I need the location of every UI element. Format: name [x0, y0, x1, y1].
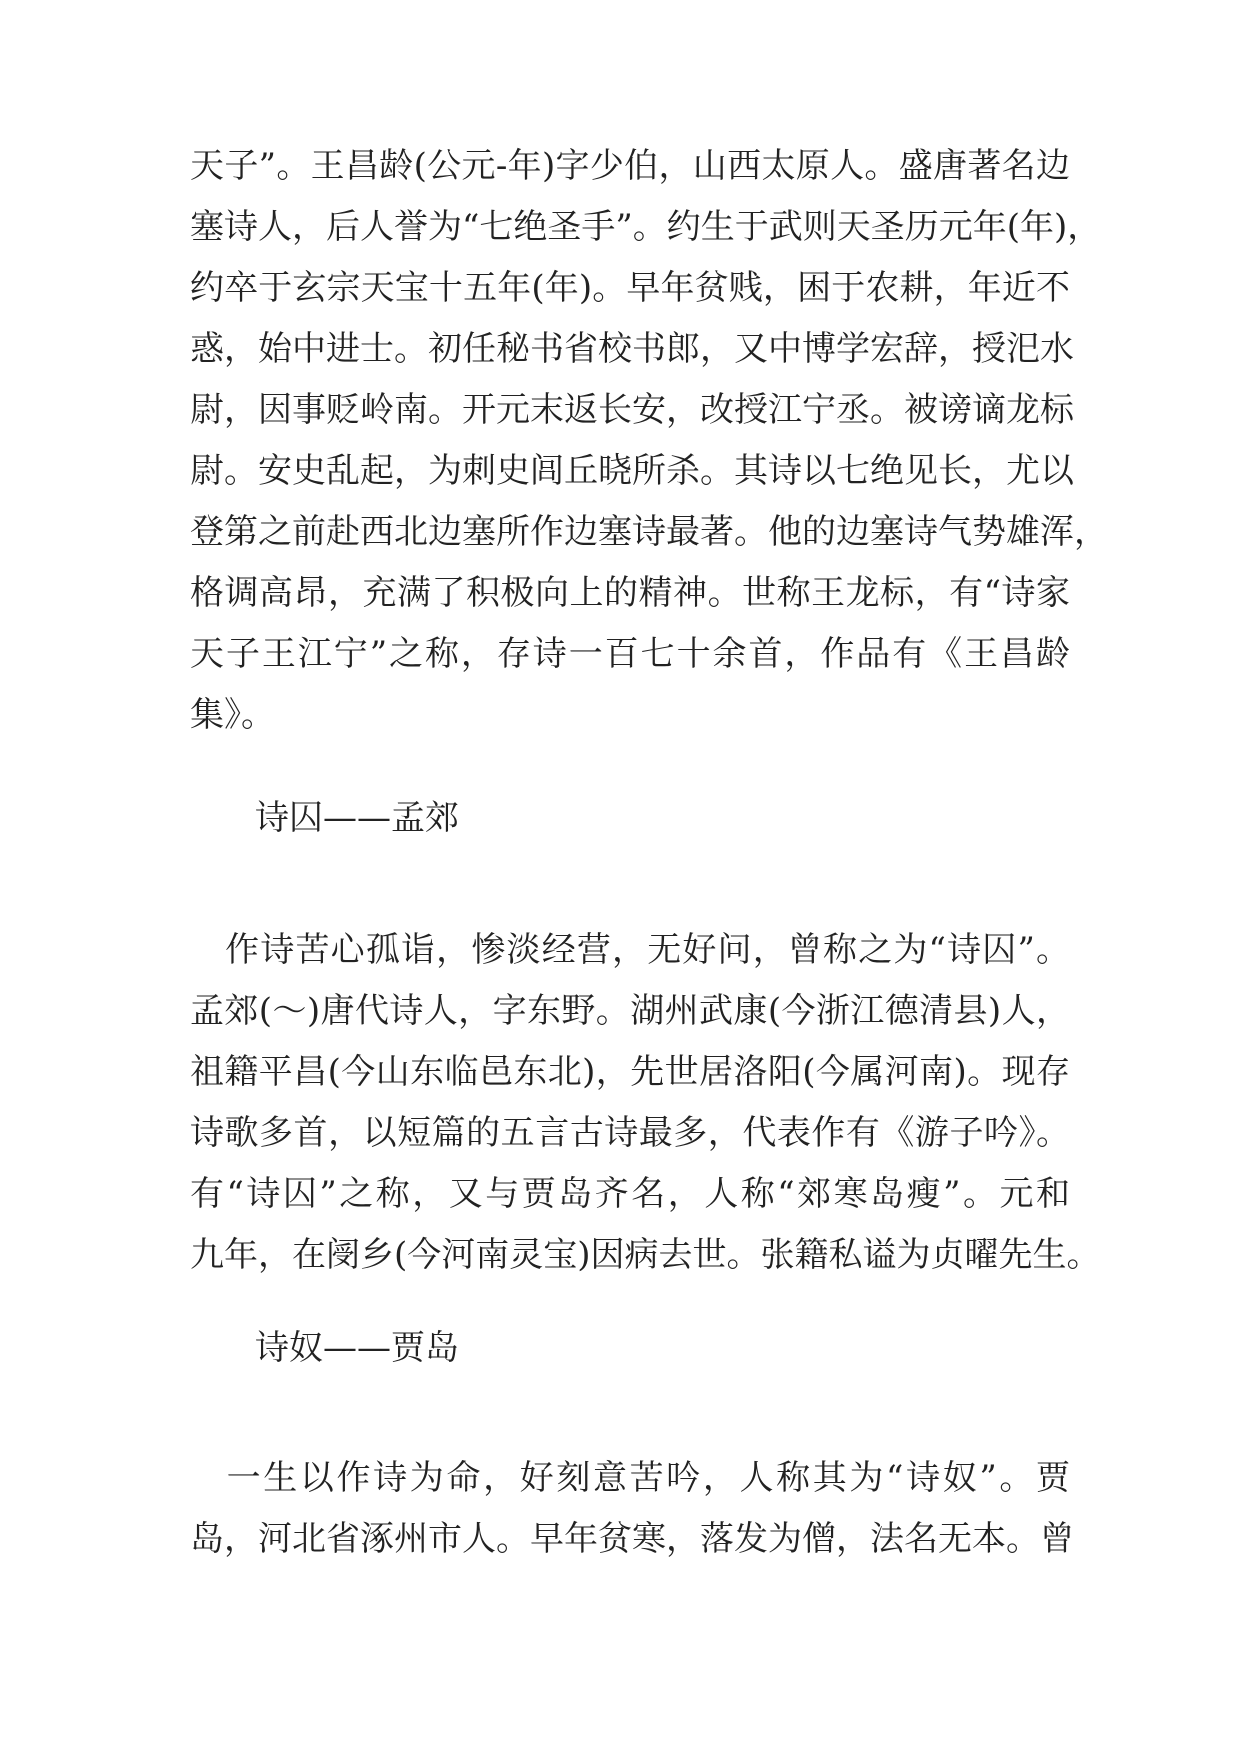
paragraph-line: 作诗苦心孤诣，惨淡经营，无好问，曾称之为“诗囚”。: [190, 930, 1070, 970]
paragraph-line: 惑，始中进士。初任秘书省校书郎，又中博学宏辞，授汜水: [190, 329, 1074, 369]
paragraph-line: 岛，河北省涿州市人。早年贫寒，落发为僧，法名无本。曾: [190, 1519, 1074, 1559]
section-heading-jia-dao: 诗奴——贾岛: [255, 1328, 459, 1368]
paragraph-line: 尉。安史乱起，为刺史闾丘晓所杀。其诗以七绝见长，尤以: [190, 451, 1074, 491]
paragraph-line: 天子”。王昌龄(公元-年)字少伯，山西太原人。盛唐著名边: [190, 146, 1070, 186]
paragraph-meng-jiao: [190, 920, 1101, 1286]
paragraph-line: 九年，在阌乡(今河南灵宝)因病去世。张籍私谥为贞曜先生。: [190, 1235, 1101, 1275]
paragraph-line: 格调高昂，充满了积极向上的精神。世称王龙标，有“诗家: [190, 573, 1070, 613]
section-heading-meng-jiao: 诗囚——孟郊: [255, 798, 459, 838]
paragraph-line: 约卒于玄宗天宝十五年(年)。早年贫贱，困于农耕，年近不: [190, 268, 1070, 308]
paragraph-line: 塞诗人，后人誉为“七绝圣手”。约生于武则天圣历元年(年)，: [190, 207, 1102, 247]
paragraph-line: 祖籍平昌(今山东临邑东北)，先世居洛阳(今属河南)。现存: [190, 1052, 1070, 1092]
paragraph-line: 天子王江宁”之称，存诗一百七十余首，作品有《王昌龄: [190, 634, 1070, 674]
paragraph-line: 尉，因事贬岭南。开元末返长安，改授江宁丞。被谤谪龙标: [190, 390, 1074, 430]
paragraph-wang-changling: [190, 136, 1108, 746]
paragraph-jia-dao: [190, 1448, 1074, 1570]
paragraph-line: 诗歌多首，以短篇的五言古诗最多，代表作有《游子吟》。: [190, 1113, 1070, 1153]
paragraph-line: 有“诗囚”之称，又与贾岛齐名，人称“郊寒岛瘦”。元和: [190, 1174, 1070, 1214]
paragraph-line: 登第之前赴西北边塞所作边塞诗最著。他的边塞诗气势雄浑，: [190, 512, 1108, 552]
paragraph-line: 一生以作诗为命，好刻意苦吟，人称其为“诗奴”。贾: [190, 1458, 1070, 1498]
paragraph-line: 集》。: [190, 695, 275, 735]
paragraph-line: 孟郊(～)唐代诗人，字东野。湖州武康(今浙江德清县)人，: [190, 991, 1070, 1031]
